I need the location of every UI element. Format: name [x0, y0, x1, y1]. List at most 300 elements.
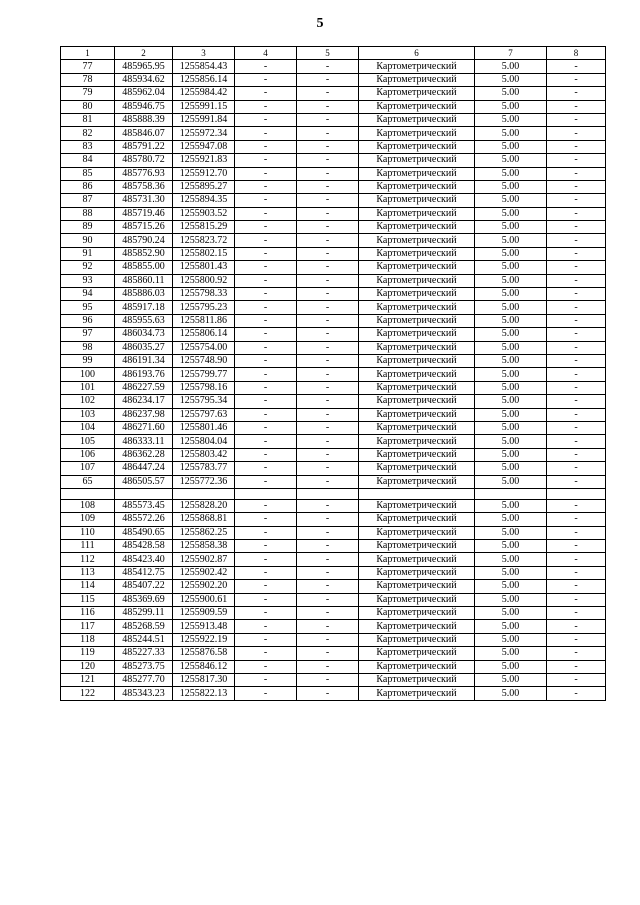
table-cell: 485934.62	[115, 73, 173, 86]
table-cell: 100	[61, 368, 115, 381]
table-row	[61, 620, 606, 633]
table-cell: 486505.57	[115, 475, 173, 488]
table-cell: -	[235, 154, 297, 167]
table-cell: 5.00	[475, 647, 547, 660]
table-cell: 486234.17	[115, 395, 173, 408]
table-row	[61, 687, 606, 700]
table-cell: 5.00	[475, 234, 547, 247]
header-cell: 5	[297, 47, 359, 60]
table-cell: -	[297, 100, 359, 113]
table-cell: Картометрический	[359, 448, 475, 461]
table-cell: 110	[61, 526, 115, 539]
coordinates-table	[60, 46, 606, 701]
table-row	[61, 408, 606, 421]
table-cell: 485369.69	[115, 593, 173, 606]
table-cell: Картометрический	[359, 687, 475, 700]
table-cell: -	[547, 448, 606, 461]
table-cell: Картометрический	[359, 540, 475, 553]
table-cell: -	[235, 475, 297, 488]
table-cell: -	[547, 234, 606, 247]
table-cell: Картометрический	[359, 140, 475, 153]
table-cell: 1255798.33	[173, 288, 235, 301]
table-cell: Картометрический	[359, 301, 475, 314]
table-cell: -	[297, 234, 359, 247]
table-row	[61, 113, 606, 126]
table-cell: 485573.45	[115, 499, 173, 512]
table-cell: -	[235, 207, 297, 220]
table-cell: -	[297, 513, 359, 526]
table-cell: 1255868.81	[173, 513, 235, 526]
table-cell: 1255854.43	[173, 60, 235, 73]
table-cell: 105	[61, 435, 115, 448]
table-cell: -	[547, 593, 606, 606]
table-cell: 81	[61, 113, 115, 126]
table-cell: -	[297, 221, 359, 234]
table-cell: 122	[61, 687, 115, 700]
table-cell: -	[547, 154, 606, 167]
table-cell: -	[297, 113, 359, 126]
table-row	[61, 499, 606, 512]
table-cell: 1255913.48	[173, 620, 235, 633]
table-cell: -	[235, 60, 297, 73]
table-cell: 5.00	[475, 368, 547, 381]
table-cell: -	[297, 540, 359, 553]
table-cell: -	[297, 526, 359, 539]
table-cell: 5.00	[475, 288, 547, 301]
table-row	[61, 633, 606, 646]
table-cell: -	[297, 154, 359, 167]
table-cell: 1255972.34	[173, 127, 235, 140]
table-cell: 485888.39	[115, 113, 173, 126]
table-cell: -	[235, 328, 297, 341]
table-cell: -	[547, 167, 606, 180]
table-cell: 103	[61, 408, 115, 421]
table-cell: -	[547, 247, 606, 260]
table-cell: 1255811.86	[173, 314, 235, 327]
table-cell: 78	[61, 73, 115, 86]
table-cell: 5.00	[475, 566, 547, 579]
table-cell: 91	[61, 247, 115, 260]
table-cell: -	[297, 553, 359, 566]
table-cell: 485758.36	[115, 180, 173, 193]
table-cell: Картометрический	[359, 395, 475, 408]
table-cell: Картометрический	[359, 475, 475, 488]
table-cell: Картометрический	[359, 633, 475, 646]
table-cell: -	[547, 368, 606, 381]
table-cell: -	[235, 73, 297, 86]
table-cell: -	[297, 368, 359, 381]
table-cell: 5.00	[475, 167, 547, 180]
table-row	[61, 395, 606, 408]
separator-cell	[547, 488, 606, 499]
table-cell: Картометрический	[359, 127, 475, 140]
page-number: 5	[316, 16, 324, 31]
table-cell: -	[297, 301, 359, 314]
table-cell: 84	[61, 154, 115, 167]
table-cell: -	[547, 462, 606, 475]
table-cell: 5.00	[475, 274, 547, 287]
table-cell: 5.00	[475, 60, 547, 73]
table-row	[61, 421, 606, 434]
table-cell: Картометрический	[359, 221, 475, 234]
table-cell: 486227.59	[115, 381, 173, 394]
table-cell: 1255894.35	[173, 194, 235, 207]
table-row	[61, 540, 606, 553]
table-cell: -	[235, 314, 297, 327]
table-cell: 5.00	[475, 553, 547, 566]
table-cell: -	[235, 341, 297, 354]
table-cell: 5.00	[475, 261, 547, 274]
table-cell: -	[235, 435, 297, 448]
table-cell: -	[297, 180, 359, 193]
table-cell: 485855.00	[115, 261, 173, 274]
header-cell: 1	[61, 47, 115, 60]
header-cell: 8	[547, 47, 606, 60]
table-cell: 1255803.42	[173, 448, 235, 461]
table-cell: -	[297, 633, 359, 646]
table-cell: 1255909.59	[173, 607, 235, 620]
table-cell: -	[235, 274, 297, 287]
table-cell: -	[235, 499, 297, 512]
table-cell: -	[297, 462, 359, 475]
table-cell: -	[547, 60, 606, 73]
table-cell: -	[297, 448, 359, 461]
table-cell: Картометрический	[359, 60, 475, 73]
table-cell: 486237.98	[115, 408, 173, 421]
table-cell: -	[235, 593, 297, 606]
table-cell: 106	[61, 448, 115, 461]
separator-cell	[61, 488, 115, 499]
table-cell: Картометрический	[359, 247, 475, 260]
table-cell: 5.00	[475, 620, 547, 633]
table-cell: -	[235, 354, 297, 367]
table-cell: 1255806.14	[173, 328, 235, 341]
table-cell: -	[235, 687, 297, 700]
table-cell: -	[235, 462, 297, 475]
table-cell: -	[547, 566, 606, 579]
table-cell: -	[297, 475, 359, 488]
table-cell: 1255921.83	[173, 154, 235, 167]
table-cell: -	[547, 435, 606, 448]
table-cell: -	[235, 140, 297, 153]
table-cell: -	[547, 328, 606, 341]
table-cell: -	[235, 221, 297, 234]
table-cell: -	[547, 526, 606, 539]
table-cell: 486362.28	[115, 448, 173, 461]
table-cell: 1255862.25	[173, 526, 235, 539]
table-cell: -	[235, 167, 297, 180]
table-row	[61, 87, 606, 100]
table-cell: 88	[61, 207, 115, 220]
table-cell: -	[235, 673, 297, 686]
table-row	[61, 475, 606, 488]
table-cell: -	[297, 660, 359, 673]
table-row	[61, 301, 606, 314]
table-cell: 485846.07	[115, 127, 173, 140]
table-cell: 5.00	[475, 301, 547, 314]
table-cell: 485917.18	[115, 301, 173, 314]
table-cell: Картометрический	[359, 580, 475, 593]
table-cell: 116	[61, 607, 115, 620]
table-cell: -	[297, 274, 359, 287]
table-cell: Картометрический	[359, 553, 475, 566]
table-cell: Картометрический	[359, 673, 475, 686]
table-cell: 77	[61, 60, 115, 73]
table-cell: 5.00	[475, 593, 547, 606]
table-row	[61, 247, 606, 260]
table-cell: -	[235, 553, 297, 566]
table-cell: -	[297, 566, 359, 579]
table-cell: 5.00	[475, 607, 547, 620]
separator-cell	[235, 488, 297, 499]
table-cell: -	[235, 288, 297, 301]
table-cell: 96	[61, 314, 115, 327]
table-row	[61, 580, 606, 593]
header-row	[61, 47, 606, 60]
separator-cell	[115, 488, 173, 499]
table-cell: -	[547, 540, 606, 553]
table-cell: Картометрический	[359, 526, 475, 539]
table-cell: -	[297, 341, 359, 354]
table-cell: 5.00	[475, 660, 547, 673]
table-cell: 485965.95	[115, 60, 173, 73]
table-separator	[61, 488, 606, 499]
table-cell: -	[235, 395, 297, 408]
table-cell: -	[547, 194, 606, 207]
table-cell: 94	[61, 288, 115, 301]
table-cell: 114	[61, 580, 115, 593]
table-cell: -	[297, 408, 359, 421]
table-cell: 485227.33	[115, 647, 173, 660]
table-cell: -	[235, 526, 297, 539]
table-cell: Картометрический	[359, 499, 475, 512]
table-row	[61, 167, 606, 180]
table-cell: -	[297, 395, 359, 408]
table-cell: 5.00	[475, 526, 547, 539]
table-cell: 87	[61, 194, 115, 207]
table-cell: 1255795.23	[173, 301, 235, 314]
table-cell: 104	[61, 421, 115, 434]
table-cell: 485791.22	[115, 140, 173, 153]
table-cell: -	[235, 607, 297, 620]
table-cell: Картометрический	[359, 341, 475, 354]
table-cell: -	[297, 288, 359, 301]
table-cell: Картометрический	[359, 421, 475, 434]
table-cell: 5.00	[475, 127, 547, 140]
table-cell: -	[235, 127, 297, 140]
table-cell: -	[297, 261, 359, 274]
table-cell: 5.00	[475, 540, 547, 553]
table-cell: 485412.75	[115, 566, 173, 579]
table-cell: -	[297, 620, 359, 633]
table-cell: 1255858.38	[173, 540, 235, 553]
table-cell: -	[297, 73, 359, 86]
table-cell: 5.00	[475, 462, 547, 475]
table-cell: -	[235, 180, 297, 193]
table-cell: 1255991.84	[173, 113, 235, 126]
table-cell: 486191.34	[115, 354, 173, 367]
table-cell: 1255800.92	[173, 274, 235, 287]
table-cell: -	[547, 288, 606, 301]
table-row	[61, 154, 606, 167]
table-cell: Картометрический	[359, 354, 475, 367]
table-cell: -	[235, 247, 297, 260]
table-cell: 1255947.08	[173, 140, 235, 153]
table-cell: -	[297, 328, 359, 341]
table-cell: -	[297, 673, 359, 686]
table-cell: -	[235, 540, 297, 553]
header-cell: 2	[115, 47, 173, 60]
table-cell: -	[297, 127, 359, 140]
table-cell: 1255900.61	[173, 593, 235, 606]
table-cell: 1255991.15	[173, 100, 235, 113]
table-cell: -	[547, 408, 606, 421]
table-cell: Картометрический	[359, 593, 475, 606]
table-row	[61, 60, 606, 73]
table-cell: 485490.65	[115, 526, 173, 539]
table-cell: -	[297, 140, 359, 153]
table-cell: Картометрический	[359, 647, 475, 660]
table-cell: 1255801.43	[173, 261, 235, 274]
table-cell: 5.00	[475, 395, 547, 408]
table-cell: 485343.23	[115, 687, 173, 700]
table-cell: 92	[61, 261, 115, 274]
table-cell: 93	[61, 274, 115, 287]
table-cell: Картометрический	[359, 274, 475, 287]
table-cell: 5.00	[475, 180, 547, 193]
table-cell: 1255912.70	[173, 167, 235, 180]
table-cell: -	[547, 381, 606, 394]
table-cell: -	[235, 421, 297, 434]
table-cell: -	[547, 100, 606, 113]
table-cell: Картометрический	[359, 607, 475, 620]
table-cell: -	[297, 381, 359, 394]
table-cell: -	[297, 247, 359, 260]
table-cell: Картометрический	[359, 368, 475, 381]
table-cell: Картометрический	[359, 328, 475, 341]
table-row	[61, 462, 606, 475]
table-cell: 65	[61, 475, 115, 488]
table-row	[61, 354, 606, 367]
table-cell: Картометрический	[359, 180, 475, 193]
table-cell: 1255815.29	[173, 221, 235, 234]
table-cell: 485299.11	[115, 607, 173, 620]
table-cell: -	[547, 660, 606, 673]
table-cell: 485955.63	[115, 314, 173, 327]
table-cell: 1255856.14	[173, 73, 235, 86]
table-cell: Картометрический	[359, 234, 475, 247]
table-cell: -	[235, 100, 297, 113]
separator-cell	[173, 488, 235, 499]
table-cell: 118	[61, 633, 115, 646]
table-cell: 485719.46	[115, 207, 173, 220]
table-cell: Картометрический	[359, 408, 475, 421]
table-cell: 485268.59	[115, 620, 173, 633]
table-cell: 5.00	[475, 221, 547, 234]
table-cell: 5.00	[475, 194, 547, 207]
table-cell: 1255822.13	[173, 687, 235, 700]
table-row	[61, 261, 606, 274]
table-cell: -	[547, 87, 606, 100]
table-cell: -	[547, 513, 606, 526]
table-cell: -	[547, 180, 606, 193]
table-row	[61, 288, 606, 301]
table-cell: Картометрический	[359, 100, 475, 113]
table-cell: -	[547, 620, 606, 633]
table-cell: 5.00	[475, 314, 547, 327]
table-cell: 5.00	[475, 421, 547, 434]
separator-row	[61, 488, 606, 499]
table-cell: Картометрический	[359, 566, 475, 579]
table-cell: 1255783.77	[173, 462, 235, 475]
table-cell: 5.00	[475, 448, 547, 461]
table-cell: 1255895.27	[173, 180, 235, 193]
table-cell: -	[235, 566, 297, 579]
table-row	[61, 127, 606, 140]
table-cell: 5.00	[475, 687, 547, 700]
table-cell: -	[547, 395, 606, 408]
table-cell: 485244.51	[115, 633, 173, 646]
table-cell: -	[297, 60, 359, 73]
table-cell: Картометрический	[359, 381, 475, 394]
table-cell: Картометрический	[359, 314, 475, 327]
table-cell: -	[547, 607, 606, 620]
table-cell: -	[547, 221, 606, 234]
table-cell: -	[547, 113, 606, 126]
table-cell: -	[547, 73, 606, 86]
table-cell: 1255802.15	[173, 247, 235, 260]
table-row	[61, 660, 606, 673]
table-cell: -	[235, 261, 297, 274]
table-header	[61, 47, 606, 60]
table-cell: 5.00	[475, 341, 547, 354]
table-cell: 89	[61, 221, 115, 234]
table-cell: 113	[61, 566, 115, 579]
table-cell: -	[235, 234, 297, 247]
table-cell: 485860.11	[115, 274, 173, 287]
table-cell: 1255754.00	[173, 341, 235, 354]
table-cell: -	[297, 167, 359, 180]
table-cell: 1255984.42	[173, 87, 235, 100]
table-cell: -	[235, 660, 297, 673]
table-row	[61, 513, 606, 526]
table-cell: 5.00	[475, 140, 547, 153]
table-cell: 485428.58	[115, 540, 173, 553]
table-cell: 107	[61, 462, 115, 475]
table-cell: -	[297, 194, 359, 207]
table-cell: 97	[61, 328, 115, 341]
table-cell: -	[547, 421, 606, 434]
table-cell: -	[297, 421, 359, 434]
header-cell: 7	[475, 47, 547, 60]
table-cell: Картометрический	[359, 194, 475, 207]
table-cell: -	[235, 87, 297, 100]
header-cell: 4	[235, 47, 297, 60]
table-cell: -	[235, 113, 297, 126]
table-cell: 108	[61, 499, 115, 512]
table-cell: -	[547, 553, 606, 566]
table-cell: Картометрический	[359, 513, 475, 526]
table-cell: 1255823.72	[173, 234, 235, 247]
table-cell: 120	[61, 660, 115, 673]
table-cell: 99	[61, 354, 115, 367]
table-cell: Картометрический	[359, 620, 475, 633]
table-cell: -	[235, 513, 297, 526]
table-cell: Картометрический	[359, 207, 475, 220]
table-cell: -	[547, 673, 606, 686]
table-cell: -	[235, 633, 297, 646]
table-row	[61, 647, 606, 660]
